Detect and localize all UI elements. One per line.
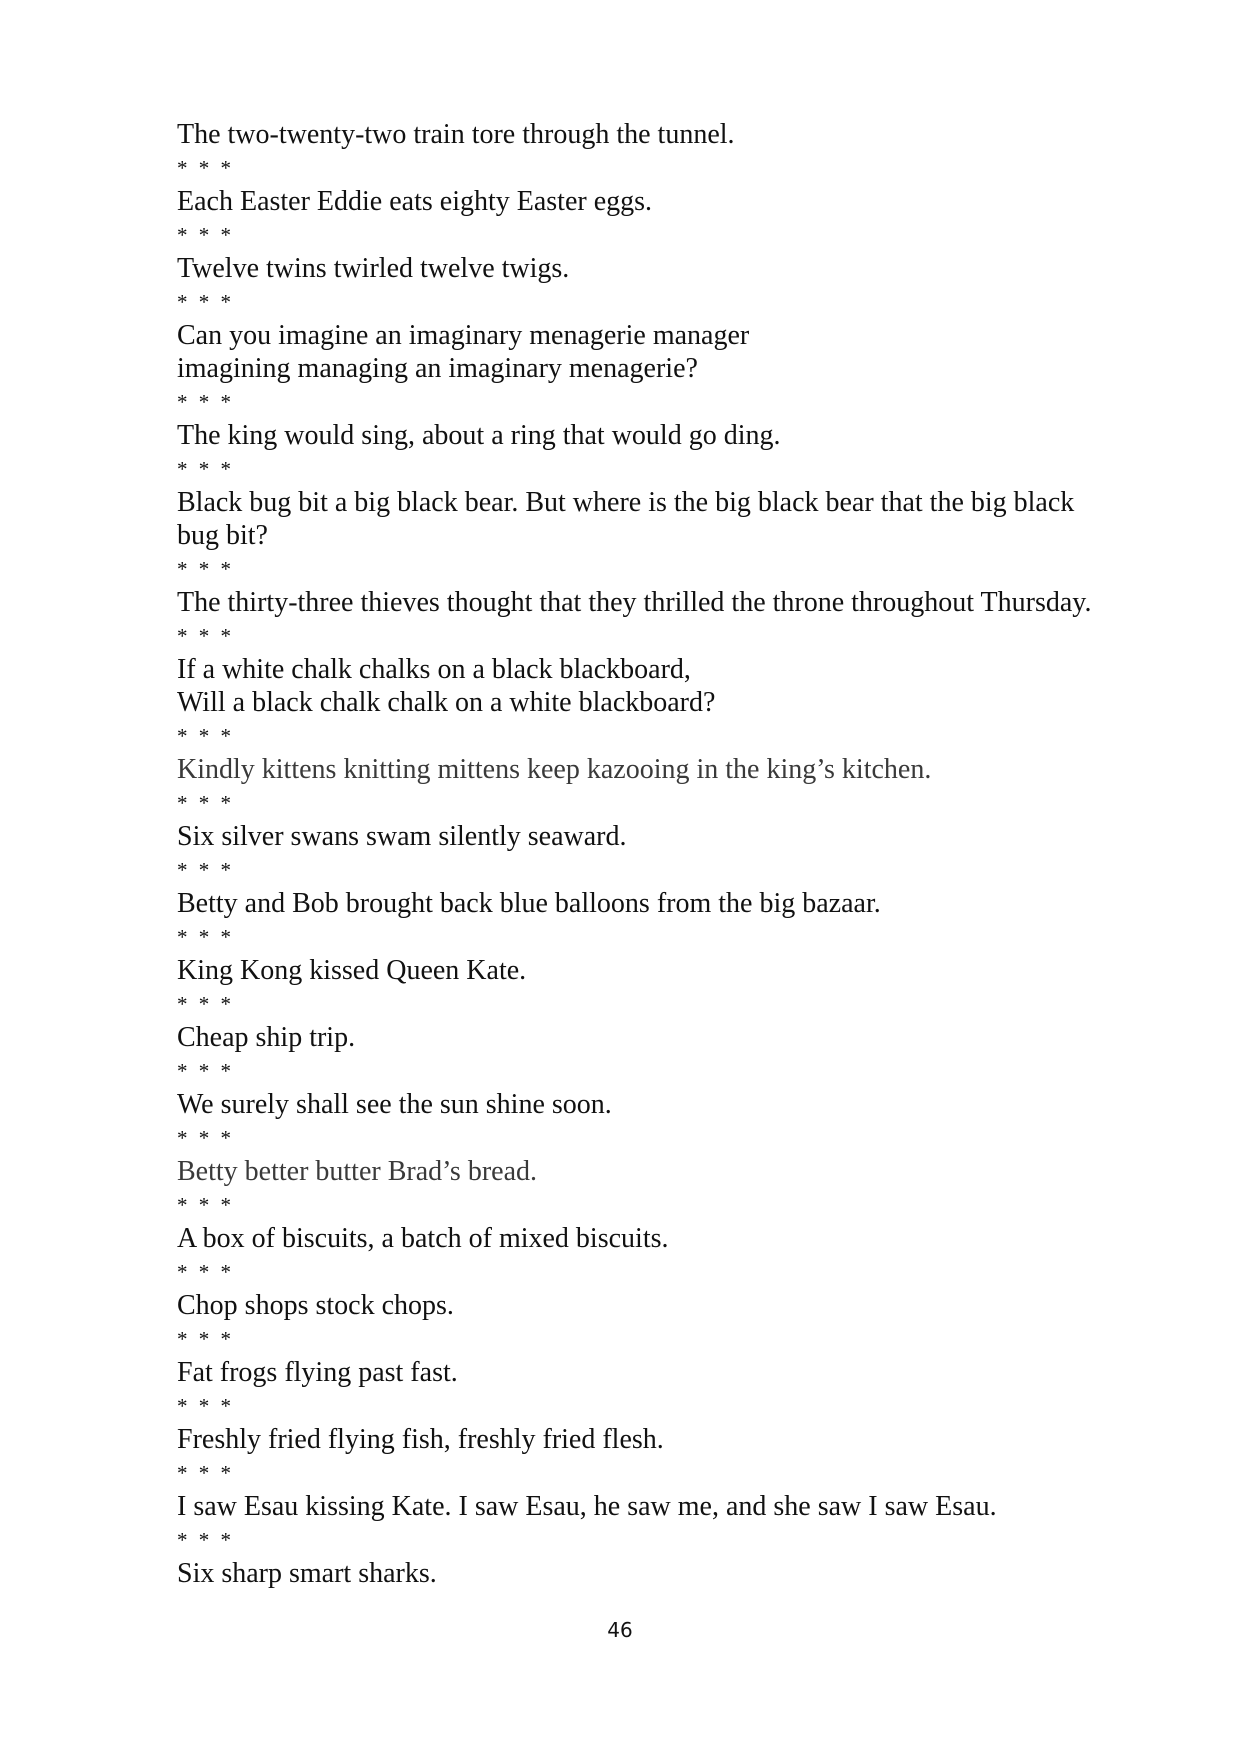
entry-separator: * * * xyxy=(177,390,234,414)
entry-1-line-1: The two-twenty-two train tore through the tunnel. xyxy=(177,119,735,150)
tongue-twister-list xyxy=(177,118,1137,1590)
entry-separator: * * * xyxy=(177,557,234,581)
entry-separator: * * * xyxy=(177,1528,234,1552)
entry-4-line-2: imagining managing an imaginary menagerie? xyxy=(177,353,698,384)
entry-18-line-1: Fat frogs flying past fast. xyxy=(177,1357,458,1388)
entry-14-line-1: We surely shall see the sun shine soon. xyxy=(177,1089,612,1120)
entry-2-line-1: Each Easter Eddie eats eighty Easter eggs. xyxy=(177,186,653,217)
entry-separator: * * * xyxy=(177,624,234,648)
entry-15-line-1: Betty better butter Brad’s bread. xyxy=(177,1156,537,1187)
entry-5-line-1: The king would sing, about a ring that would go ding. xyxy=(177,420,781,451)
entry-separator: * * * xyxy=(177,1461,234,1485)
entry-16-line-1: A box of biscuits, a batch of mixed biscuits. xyxy=(177,1223,669,1254)
entry-8-line-2: Will a black chalk chalk on a white blackboard? xyxy=(177,687,716,718)
entry-6-line-1: Black bug bit a big black bear. But where is the big black bear that the big black xyxy=(177,487,1075,518)
entry-separator: * * * xyxy=(177,858,234,882)
entry-separator: * * * xyxy=(177,1327,234,1351)
entry-separator: * * * xyxy=(177,992,234,1016)
entry-7-line-1: The thirty-three thieves thought that they thrilled the throne throughout Thursday. xyxy=(177,587,1092,618)
entry-17-line-1: Chop shops stock chops. xyxy=(177,1290,454,1321)
entry-separator: * * * xyxy=(177,1059,234,1083)
page-number: 46 xyxy=(607,1618,633,1642)
entry-separator: * * * xyxy=(177,1394,234,1418)
entry-separator: * * * xyxy=(177,1193,234,1217)
entry-separator: * * * xyxy=(177,156,234,180)
entry-8-line-1: If a white chalk chalks on a black blackboard, xyxy=(177,654,691,685)
entry-21-line-1: Six sharp smart sharks. xyxy=(177,1558,437,1589)
entry-3-line-1: Twelve twins twirled twelve twigs. xyxy=(177,253,570,284)
entry-separator: * * * xyxy=(177,290,234,314)
entry-separator: * * * xyxy=(177,223,234,247)
entry-separator: * * * xyxy=(177,925,234,949)
entry-20-line-1: I saw Esau kissing Kate. I saw Esau, he saw me, and she saw I saw Esau. xyxy=(177,1491,997,1522)
entry-12-line-1: King Kong kissed Queen Kate. xyxy=(177,955,527,986)
entry-separator: * * * xyxy=(177,1260,234,1284)
entry-separator: * * * xyxy=(177,791,234,815)
entry-4-line-1: Can you imagine an imaginary menagerie manager xyxy=(177,320,750,351)
entry-13-line-1: Cheap ship trip. xyxy=(177,1022,356,1053)
entry-separator: * * * xyxy=(177,724,234,748)
entry-11-line-1: Betty and Bob brought back blue balloons from the big bazaar. xyxy=(177,888,881,919)
entry-9-line-1: Kindly kittens knitting mittens keep kazooing in the king’s kitchen. xyxy=(177,754,932,785)
entry-6-line-2: bug bit? xyxy=(177,520,268,551)
entry-10-line-1: Six silver swans swam silently seaward. xyxy=(177,821,627,852)
entry-separator: * * * xyxy=(177,1126,234,1150)
entry-19-line-1: Freshly fried flying fish, freshly fried flesh. xyxy=(177,1424,664,1455)
entry-separator: * * * xyxy=(177,457,234,481)
